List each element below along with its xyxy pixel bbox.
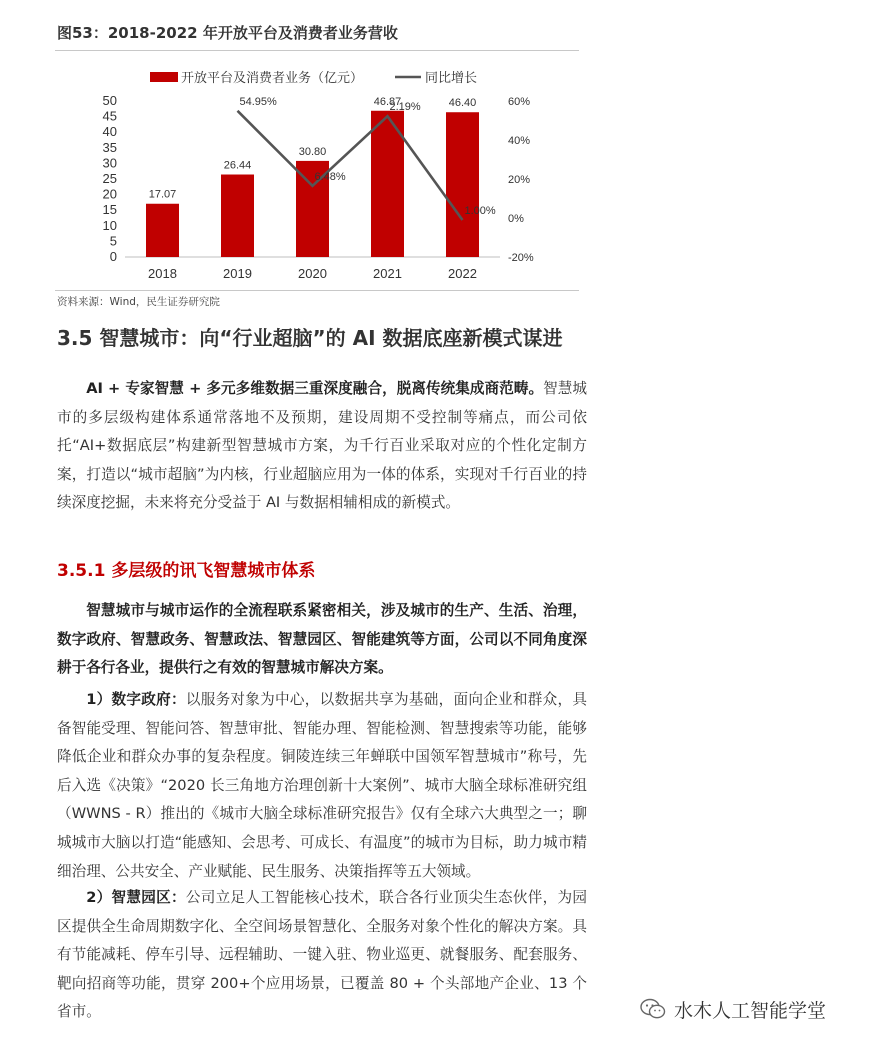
smart-park-paragraph — [57, 884, 587, 1027]
x-tick-label: 2019 — [223, 266, 252, 281]
growth-line — [238, 111, 463, 220]
y-right-tick-label: 20% — [508, 174, 531, 186]
subsection-intro — [57, 597, 587, 683]
growth-value-label: 6.48% — [314, 170, 346, 183]
x-tick-label: 2020 — [298, 266, 327, 281]
figure-source: 资料来源：Wind，民生证券研究院 — [57, 296, 220, 308]
paragraph-lead: 智慧城市与城市运作的全流程联系紧密相关，涉及城市的生产、生活、治理，数字政府、智慧政务、智慧政法、智慧园区、智能建筑等方面，公司以不同角度深耕于各行各业，提供行之有效的智慧城市解决方案。 — [57, 602, 587, 677]
paragraph-body: 公司立足人工智能核心技术，联合各行业顶尖生态伙伴，为园区提供全生命周期数字化、全空间场景智慧化、全服务对象个性化的解决方案。具有节能减耗、停车引导、远程辅助、一键入驻、物业巡更、就餐服务、配套服务、靶向招商等功能，贯穿 200+个应用场景，已覆盖 80 + 个头部地产企业、13 个省市。 — [57, 889, 587, 1021]
y-left-tick-label: 15 — [102, 202, 117, 218]
y-right-tick-label: 60% — [508, 96, 531, 108]
subsection-heading: 3.5.1 多层级的讯飞智慧城市体系 — [57, 561, 316, 581]
digital-government-paragraph — [57, 686, 587, 886]
watermark — [640, 996, 826, 1022]
bar — [446, 112, 479, 257]
section-heading: 3.5 智慧城市：向“行业超脑”的 AI 数据底座新模式谋进 — [57, 326, 563, 350]
y-left-tick-label: 25 — [102, 171, 117, 186]
x-tick-label: 2022 — [448, 266, 477, 281]
bar-value-label: 17.07 — [148, 188, 177, 201]
legend-bar-swatch — [150, 72, 178, 82]
paragraph-lead: AI + 专家智慧 + 多元多维数据三重深度融合，脱离传统集成商范畴。 — [86, 380, 544, 397]
growth-value-label: 1.00% — [464, 204, 496, 217]
watermark-text: 水木人工智能学堂 — [674, 999, 827, 1022]
y-left-tick-label: 50 — [102, 93, 117, 108]
y-left-tick-label: 5 — [109, 233, 117, 249]
y-left-tick-label: 20 — [102, 186, 117, 202]
bar-value-label: 46.40 — [448, 97, 477, 110]
y-left-tick-label: 45 — [102, 108, 117, 124]
x-tick-label: 2018 — [148, 266, 177, 281]
figure-top-rule — [55, 50, 579, 51]
bar-value-label: 26.44 — [223, 159, 252, 172]
y-left-tick-label: 35 — [102, 139, 117, 155]
y-left-tick-label: 40 — [102, 124, 117, 140]
figure-title: 图53：2018-2022 年开放平台及消费者业务营收 — [57, 24, 398, 42]
bar — [221, 175, 254, 257]
revenue-chart — [55, 58, 579, 286]
bar-value-label: 46.87 — [373, 95, 402, 108]
paragraph-lead: 1）数字政府： — [86, 691, 186, 708]
paragraph-lead: 2）智慧园区： — [86, 889, 186, 906]
x-tick-label: 2021 — [373, 266, 402, 281]
y-left-tick-label: 30 — [102, 155, 117, 171]
section-paragraph — [57, 375, 587, 518]
bar-value-label: 30.80 — [298, 145, 327, 158]
y-left-tick-label: 10 — [102, 217, 117, 233]
y-right-tick-label: -20% — [508, 252, 534, 264]
paragraph-body: 智慧城市的多层级构建体系通常落地不及预期，建设周期不受控制等痛点，而公司依托“AI+数据底层”构建新型智慧城市方案，为千行百业采取对应的个性化定制方案，打造以“城市超脑”为内核，行业超脑应用为一体的体系，实现对千行百业的持续深度挖掘，未来将充分受益于 AI 与数据相辅相成的新模式。 — [57, 380, 587, 512]
y-right-tick-label: 0% — [508, 213, 524, 225]
wechat-icon — [640, 998, 666, 1020]
paragraph-body: 以服务对象为中心，以数据共享为基础，面向企业和群众，具备智能受理、智能问答、智慧审批、智能办理、智能检测、智慧搜索等功能，能够降低企业和群众办事的复杂程度。铜陵连续三年蝉联中国领军智慧城市”称号，先后入选《决策》“2020 长三角地方治理创新十大案例”、城市大脑全球标准研究组（WWNS - R）推出的《城市大脑全球标准研究报告》仅有全球六大典型之一；聊城城市大脑以打造“能感知、会思考、可成长、有温度”的城市为目标，助力城市精细治理、公共安全、产业赋能、民生服务、决策指挥等五大领域。 — [57, 691, 587, 880]
legend-line-label: 同比增长 — [425, 70, 478, 85]
bar — [146, 204, 179, 257]
legend-bar-label: 开放平台及消费者业务（亿元） — [181, 70, 364, 85]
figure-bottom-rule — [55, 290, 579, 291]
growth-value-label: 54.95% — [239, 95, 277, 108]
y-left-tick-label: 0 — [109, 249, 117, 264]
y-right-tick-label: 40% — [508, 135, 531, 147]
growth-value-label: 2.19% — [389, 101, 421, 114]
